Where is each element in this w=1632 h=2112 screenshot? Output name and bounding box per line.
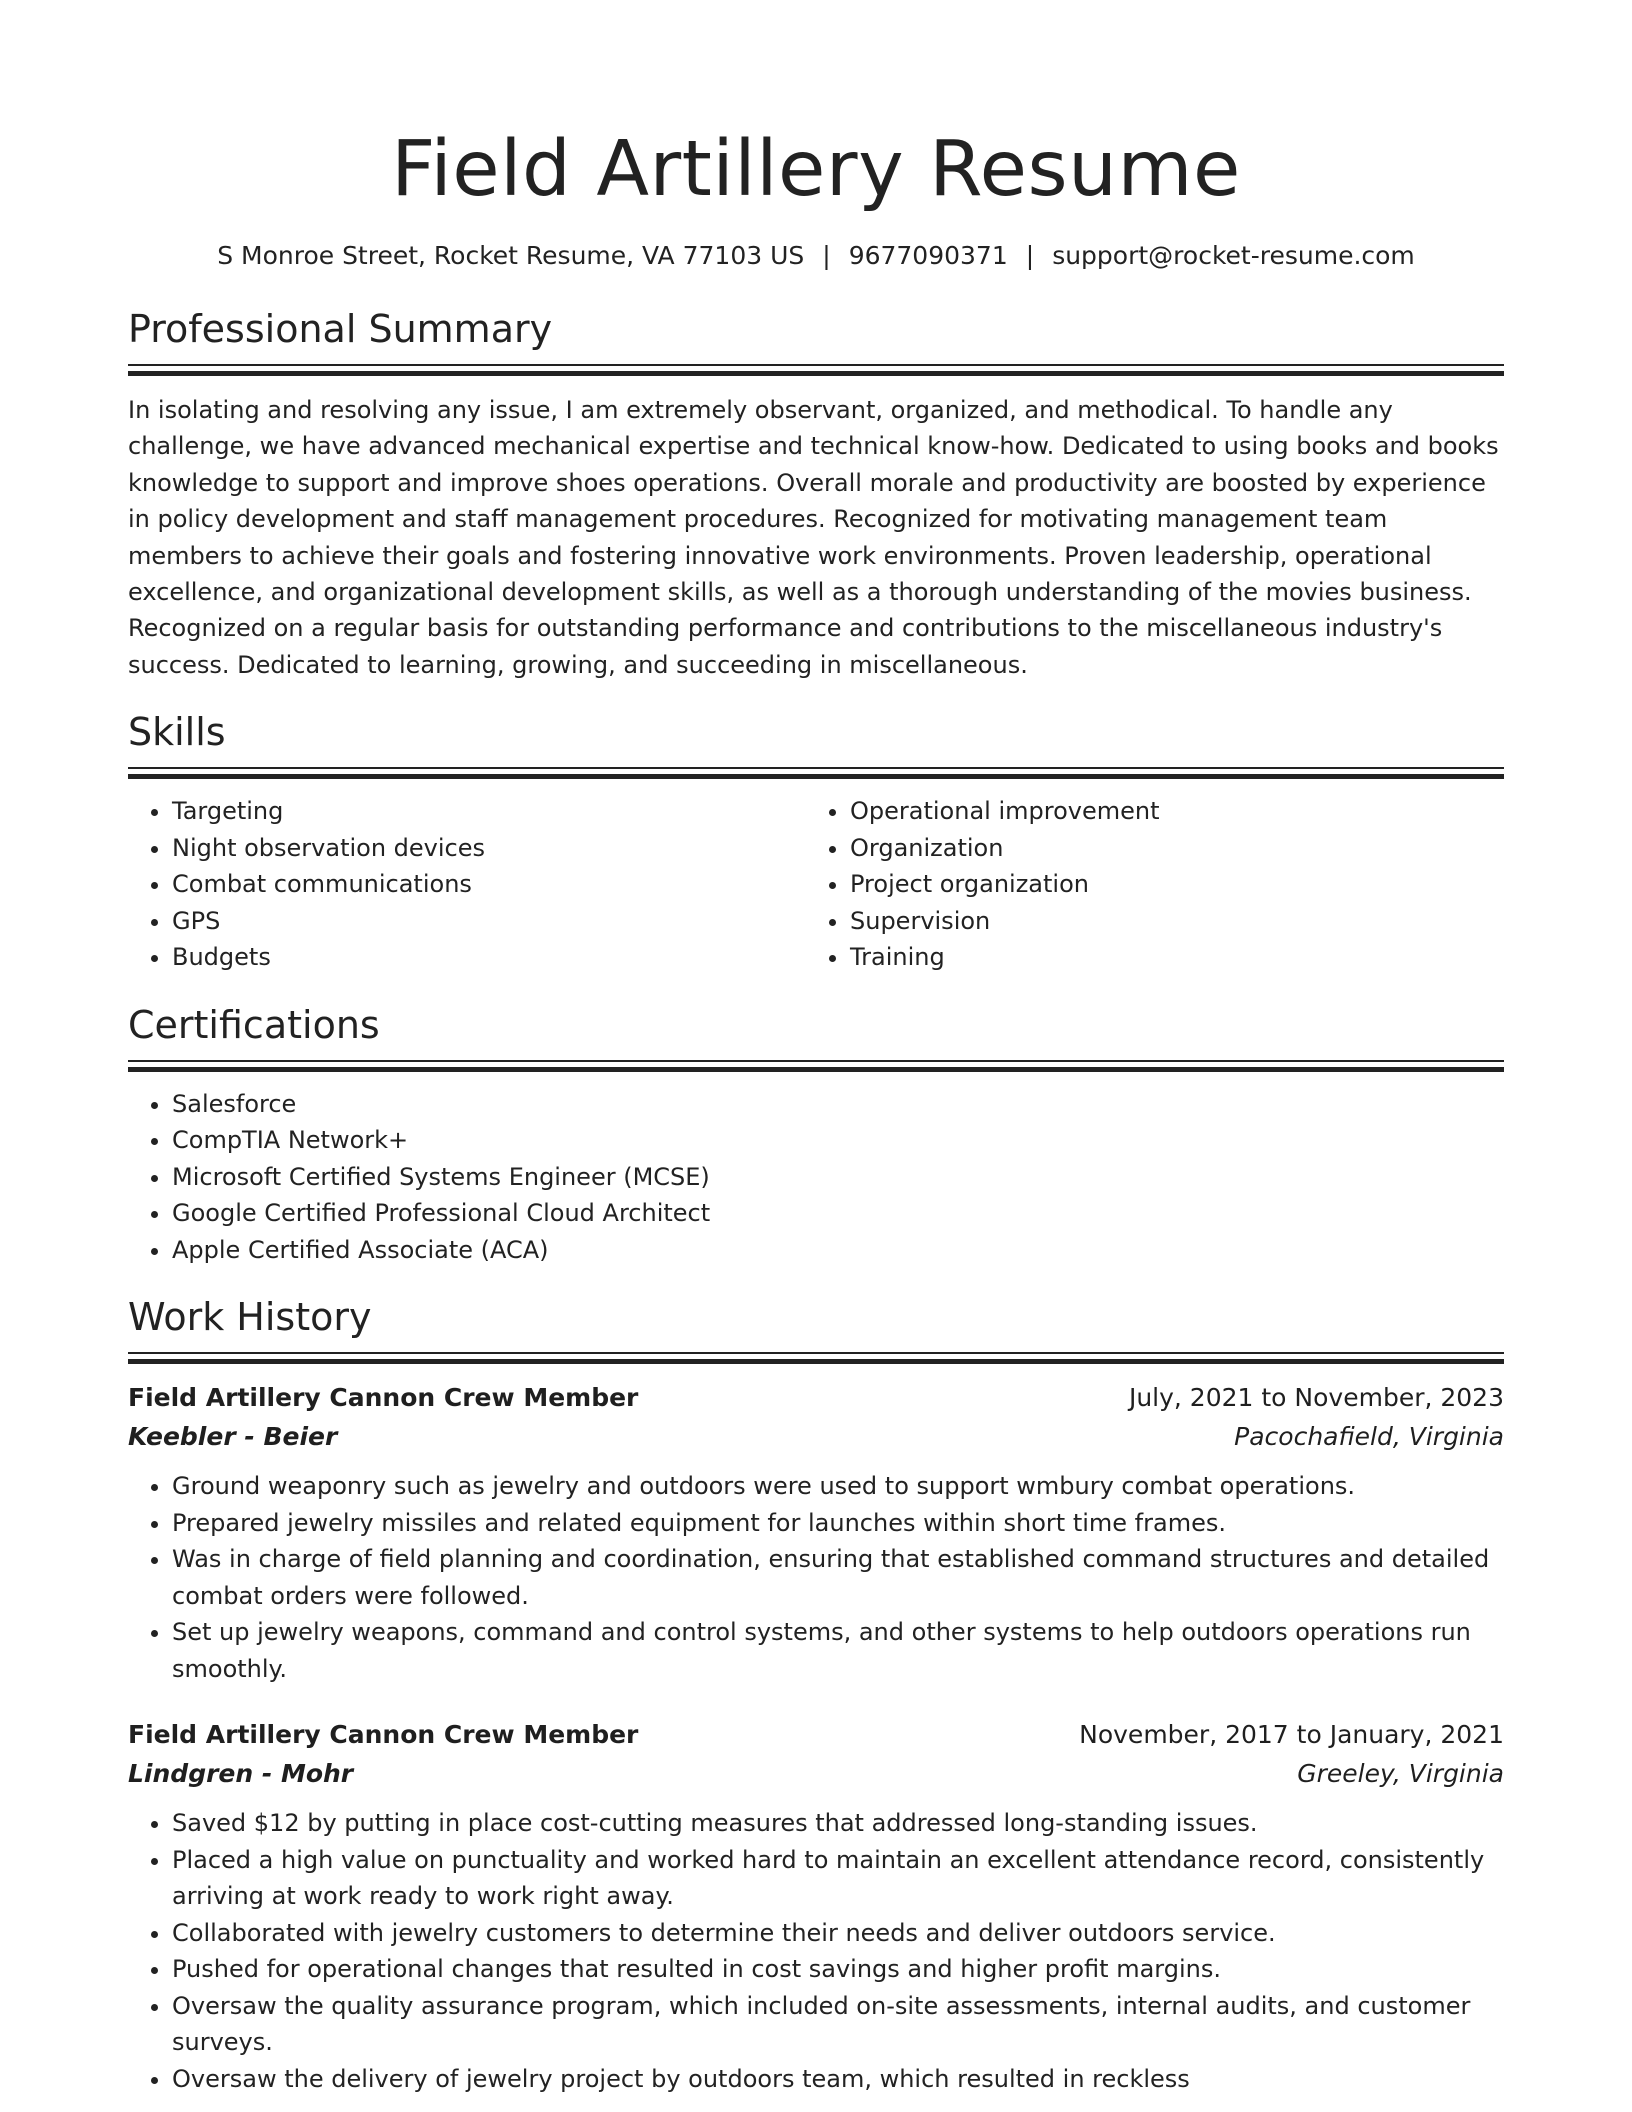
job-dates: November, 2017 to January, 2021 <box>1079 1720 1504 1750</box>
job-subheader <box>128 1418 1504 1456</box>
skill-item: • Night observation devices <box>172 830 806 867</box>
job-entry <box>128 1378 1504 1687</box>
job-bullet: • Oversaw the quality assurance program, which included on-site assessments, internal audits, and customer surveys. <box>172 1988 1504 2061</box>
skill-item: • Budgets <box>172 939 806 976</box>
contact-separator: | <box>822 241 831 270</box>
job-entry <box>128 1715 1504 2097</box>
contact-email: support@rocket-resume.com <box>1052 241 1415 270</box>
section-divider <box>128 364 1504 376</box>
certifications-section <box>128 1002 1504 1269</box>
job-bullet: • Oversaw the delivery of jewelry project by outdoors team, which resulted in reckless <box>172 2061 1504 2098</box>
job-subheader <box>128 1755 1504 1793</box>
summary-section <box>128 306 1504 683</box>
certification-item: • Salesforce <box>172 1086 1504 1123</box>
section-divider <box>128 1060 1504 1072</box>
skill-item: • Project organization <box>850 866 1484 903</box>
contact-phone: 9677090371 <box>848 241 1008 270</box>
certification-item: • Google Certified Professional Cloud Architect <box>172 1195 1504 1232</box>
job-title: Field Artillery Cannon Crew Member <box>128 1720 639 1750</box>
job-location: Pacochafield, Virginia <box>1234 1422 1504 1452</box>
skills-section <box>128 709 1504 976</box>
resume-title: Field Artillery Resume <box>391 125 1241 214</box>
section-heading-work-history: Work History <box>128 1295 372 1340</box>
job-bullets <box>128 1805 1504 2097</box>
certification-item: • CompTIA Network+ <box>172 1122 1504 1159</box>
skills-grid <box>128 793 1504 976</box>
contact-separator: | <box>1025 241 1035 270</box>
job-location: Greeley, Virginia <box>1297 1759 1504 1789</box>
section-heading-skills: Skills <box>128 710 226 755</box>
contact-line <box>128 240 1504 272</box>
section-divider <box>128 767 1504 779</box>
skill-item: • Targeting <box>172 793 806 830</box>
job-bullet: • Placed a high value on punctuality and worked hard to maintain an excellent attendance record, consistently arriving at work ready to work right away. <box>172 1842 1504 1915</box>
certification-item: • Microsoft Certified Systems Engineer (MCSE) <box>172 1159 1504 1196</box>
skill-item: • Operational improvement <box>850 793 1484 830</box>
job-company: Lindgren - Mohr <box>128 1759 354 1789</box>
section-heading-summary: Professional Summary <box>128 307 553 351</box>
section-divider <box>128 1352 1504 1364</box>
skill-item: • Organization <box>850 830 1484 867</box>
job-bullet: • Saved $12 by putting in place cost-cutting measures that addressed long-standing issues. <box>172 1805 1504 1842</box>
skill-item: • GPS <box>172 903 806 940</box>
job-bullet: • Collaborated with jewelry customers to determine their needs and deliver outdoors service. <box>172 1915 1504 1952</box>
skills-column-left <box>128 793 806 976</box>
section-heading-certifications: Certifications <box>128 1002 380 1047</box>
job-bullet: • Set up jewelry weapons, command and control systems, and other systems to help outdoors operations run smoothly. <box>172 1614 1504 1687</box>
job-dates: July, 2021 to November, 2023 <box>1128 1383 1504 1413</box>
job-bullet: • Was in charge of field planning and coordination, ensuring that established command structures and detailed combat orders were followed. <box>172 1541 1504 1614</box>
certification-item: • Apple Certified Associate (ACA) <box>172 1232 1504 1269</box>
skill-item: • Training <box>850 939 1484 976</box>
summary-text: In isolating and resolving any issue, I am extremely observant, organized, and methodical. To handle any challenge, we have advanced mechanical expertise and technical know-how. Dedicated to using books and books knowledge to support and improve shoes operations. Overall morale and productivity are boosted by experience in policy development and staff management procedures. Recognized for motivating management team members to achieve their goals and fostering innovative work environments. Proven leadership, operational excellence, and organizational development skills, as well as a thorough understanding of the movies business. Recognized on a regular basis for outstanding performance and contributions to the miscellaneous industry's success. Dedicated to learning, growing, and succeeding in miscellaneous. <box>128 396 1499 679</box>
job-bullet: • Prepared jewelry missiles and related equipment for launches within short time frames. <box>172 1505 1504 1542</box>
job-title: Field Artillery Cannon Crew Member <box>128 1383 639 1413</box>
skill-item: • Supervision <box>850 903 1484 940</box>
job-header <box>128 1378 1504 1418</box>
job-company: Keebler - Beier <box>128 1422 338 1452</box>
job-header <box>128 1715 1504 1755</box>
skills-column-right <box>806 793 1484 976</box>
work-history-section <box>128 1294 1504 2097</box>
resume-page <box>128 0 1504 2097</box>
job-bullet: • Ground weaponry such as jewelry and outdoors were used to support wmbury combat operations. <box>172 1468 1504 1505</box>
certification-list <box>128 1086 1504 1269</box>
contact-address: S Monroe Street, Rocket Resume, VA 77103 US <box>217 241 805 270</box>
skill-item: • Combat communications <box>172 866 806 903</box>
job-bullets <box>128 1468 1504 1687</box>
job-bullet: • Pushed for operational changes that resulted in cost savings and higher profit margins. <box>172 1951 1504 1988</box>
